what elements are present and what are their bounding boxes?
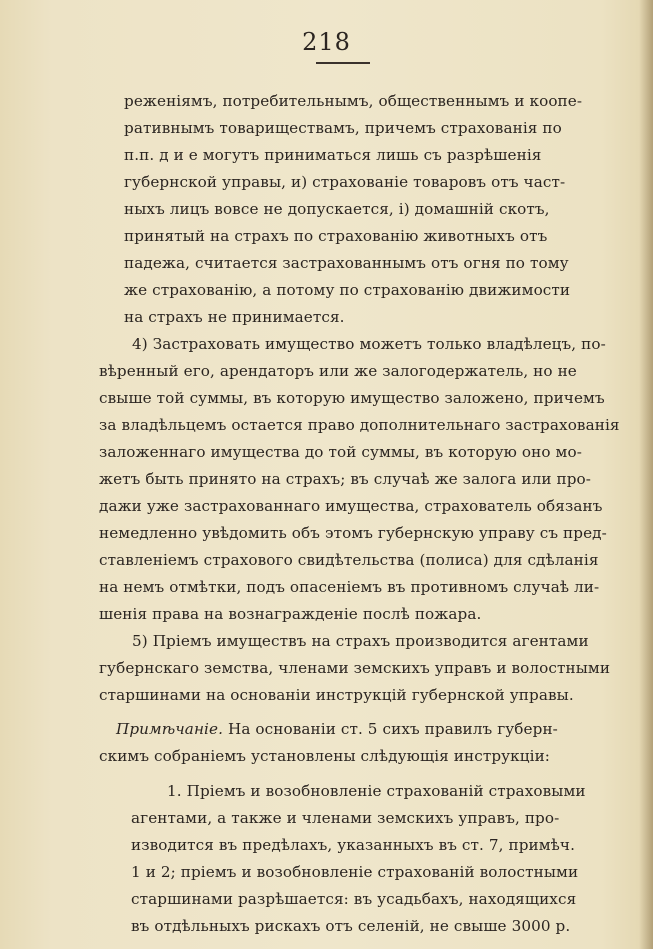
text-line: въ отдѣльныхъ рискахъ отъ селеній, не свыше 3000 р. xyxy=(131,917,571,935)
text-line: губернскаго земства, членами земскихъ управъ и волостными xyxy=(99,659,611,677)
text-line: на страхъ не принимается. xyxy=(124,308,345,326)
text-line: за владѣльцемъ остается право дополнительнаго застрахованія xyxy=(99,416,620,434)
text-line: реженіямъ, потребительнымъ, общественнымъ и коопе- xyxy=(124,92,583,110)
text-line: шенія права на вознагражденіе послѣ пожара. xyxy=(99,605,482,623)
note-text: На основаніи ст. 5 сихъ правилъ губерн- xyxy=(227,720,558,738)
text-line: ставленіемъ страхового свидѣтельства (полиса) для сдѣланія xyxy=(99,551,599,569)
text-line: жетъ быть принято на страхъ; въ случаѣ же залога или про- xyxy=(99,470,591,488)
header-rule xyxy=(316,62,370,64)
text-line: губернской управы, и) страхованіе товаровъ отъ част- xyxy=(124,173,566,191)
page-edge-shadow xyxy=(639,0,653,949)
text-line: падежа, считается застрахованнымъ отъ огня по тому xyxy=(124,254,569,272)
text-line: 4) Застраховать имущество можетъ только владѣлецъ, по- xyxy=(132,335,606,353)
text-line: же страхованію, а потому по страхованію движимости xyxy=(124,281,571,299)
page-number: 218 xyxy=(302,28,351,56)
text-line: ныхъ лицъ вовсе не допускается, і) домашній скотъ, xyxy=(124,200,550,218)
text-line: старшинами на основаніи инструкцій губернской управы. xyxy=(99,686,574,704)
text-line: агентами, а также и членами земскихъ управъ, про- xyxy=(131,809,560,827)
text-line: свыше той суммы, въ которую имущество заложено, причемъ xyxy=(99,389,605,407)
text-line: п.п. д и е могутъ приниматься лишь съ разрѣшенія xyxy=(124,146,542,164)
text-line: изводится въ предѣлахъ, указанныхъ въ ст. 7, примѣч. xyxy=(131,836,575,854)
text-line: принятый на страхъ по страхованію животныхъ отъ xyxy=(124,227,548,245)
note-first-line xyxy=(116,720,558,738)
text-line: 1. Пріемъ и возобновленіе страхованій страховыми xyxy=(167,782,586,800)
text-line: немедленно увѣдомить объ этомъ губернскую управу съ пред- xyxy=(99,524,607,542)
text-line: дажи уже застрахованнаго имущества, страхователь обязанъ xyxy=(99,497,603,515)
text-line: на немъ отмѣтки, подъ опасеніемъ въ противномъ случаѣ ли- xyxy=(99,578,600,596)
text-line: 1 и 2; пріемъ и возобновленіе страхованій волостными xyxy=(131,863,579,881)
text-line: вѣренный его, арендаторъ или же залогодержатель, но не xyxy=(99,362,577,380)
text-line: заложеннаго имущества до той суммы, въ которую оно мо- xyxy=(99,443,582,461)
text-line: ративнымъ товариществамъ, причемъ страхованія по xyxy=(124,119,562,137)
text-line: старшинами разрѣшается: въ усадьбахъ, находящихся xyxy=(131,890,577,908)
text-line: 5) Пріемъ имуществъ на страхъ производится агентами xyxy=(132,632,589,650)
text-line: скимъ собраніемъ установлены слѣдующія инструкціи: xyxy=(99,747,551,765)
note-label: Примѣчаніе. xyxy=(116,720,224,738)
